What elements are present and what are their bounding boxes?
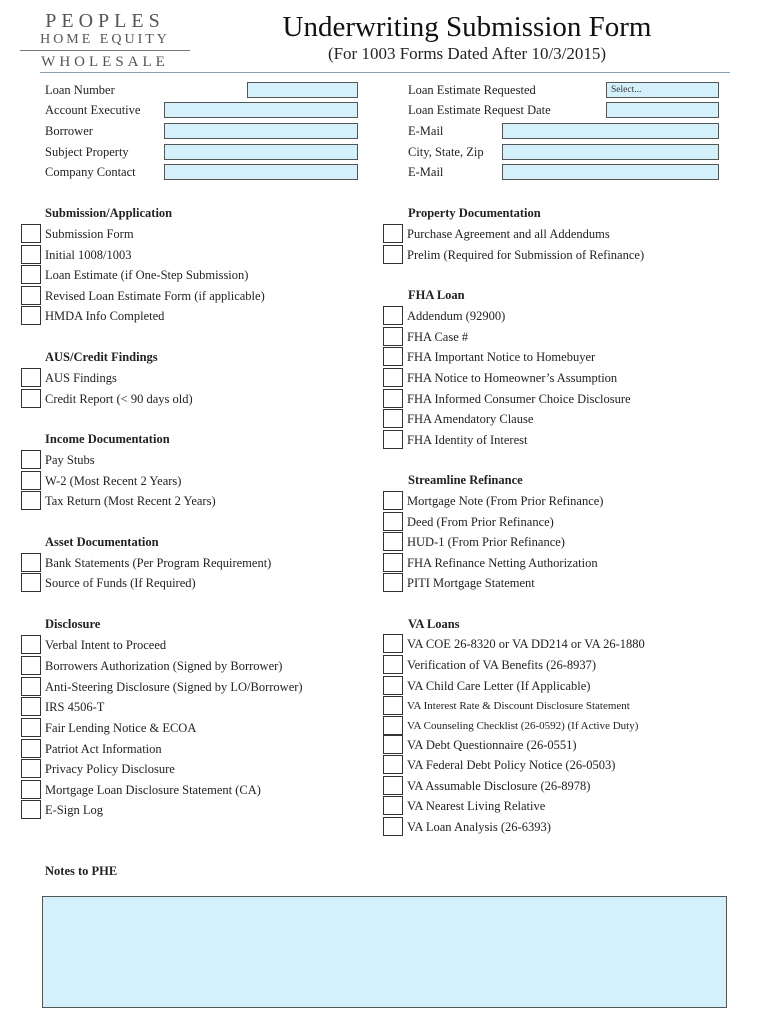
checklist-item-label: Pay Stubs	[45, 453, 95, 467]
form-title: Underwriting Submission Form	[282, 11, 652, 43]
checklist-item-label: Mortgage Note (From Prior Refinance)	[407, 494, 604, 508]
checkbox[interactable]	[21, 677, 41, 696]
checkbox[interactable]	[383, 368, 403, 387]
company-contact-label: Company Contact	[45, 165, 136, 179]
checklist-item-label: Borrowers Authorization (Signed by Borrower)	[45, 659, 283, 673]
contact-email-input[interactable]	[502, 164, 719, 180]
checkbox[interactable]	[383, 755, 403, 774]
loan-estimate-requested-select[interactable]: Select...	[606, 82, 719, 98]
checkbox[interactable]	[383, 532, 403, 551]
company-logo	[20, 10, 190, 71]
checklist-item-label: Initial 1008/1003	[45, 248, 132, 262]
notes-textarea[interactable]	[42, 896, 727, 1008]
checkbox[interactable]	[383, 245, 403, 264]
checklist-item-label: Deed (From Prior Refinance)	[407, 515, 554, 529]
checklist-item-label: Tax Return (Most Recent 2 Years)	[45, 494, 216, 508]
checklist-item-label: Source of Funds (If Required)	[45, 576, 196, 590]
logo-divider	[20, 50, 190, 51]
checkbox[interactable]	[383, 224, 403, 243]
checkbox[interactable]	[383, 796, 403, 815]
aus-section-header: AUS/Credit Findings	[45, 350, 158, 364]
loan-estimate-request-date-input[interactable]	[606, 102, 719, 118]
contact-email-label: E-Mail	[408, 165, 444, 179]
disclosure-section-header: Disclosure	[45, 617, 101, 631]
checkbox[interactable]	[21, 553, 41, 572]
checkbox[interactable]	[21, 780, 41, 799]
logo-line-2: HOME EQUITY	[40, 32, 170, 47]
checkbox[interactable]	[383, 327, 403, 346]
checkbox[interactable]	[21, 656, 41, 675]
checklist-item-label: FHA Informed Consumer Choice Disclosure	[407, 392, 631, 406]
checklist-item-label: Credit Report (< 90 days old)	[45, 392, 193, 406]
checkbox[interactable]	[21, 759, 41, 778]
email-label: E-Mail	[408, 124, 444, 138]
checkbox[interactable]	[383, 409, 403, 428]
checkbox[interactable]	[21, 286, 41, 305]
checklist-item-label: Addendum (92900)	[407, 309, 506, 323]
income-section-header: Income Documentation	[45, 432, 170, 446]
streamline-section-header: Streamline Refinance	[408, 473, 523, 487]
checkbox[interactable]	[383, 735, 403, 754]
checkbox[interactable]	[21, 265, 41, 284]
checklist-item-label: FHA Important Notice to Homebuyer	[407, 350, 596, 364]
checkbox[interactable]	[383, 573, 403, 592]
city-state-zip-label: City, State, Zip	[408, 145, 484, 159]
checklist-item-label: Privacy Policy Disclosure	[45, 762, 175, 776]
checklist-item-label: PITI Mortgage Statement	[407, 576, 535, 590]
notes-label: Notes to PHE	[45, 864, 118, 878]
checkbox[interactable]	[21, 635, 41, 654]
checklist-item-label: Patriot Act Information	[45, 742, 162, 756]
email-input[interactable]	[502, 123, 719, 139]
checklist-item-label: HMDA Info Completed	[45, 309, 165, 323]
checkbox[interactable]	[21, 368, 41, 387]
checkbox[interactable]	[21, 718, 41, 737]
checkbox[interactable]	[383, 491, 403, 510]
loan-estimate-requested-label: Loan Estimate Requested	[408, 83, 536, 97]
checkbox[interactable]	[21, 450, 41, 469]
checkbox[interactable]	[383, 389, 403, 408]
borrower-label: Borrower	[45, 124, 93, 138]
checklist-item-label: W-2 (Most Recent 2 Years)	[45, 474, 182, 488]
checklist-item-label: VA Nearest Living Relative	[407, 799, 546, 813]
checkbox[interactable]	[383, 676, 403, 695]
asset-section-header: Asset Documentation	[45, 535, 159, 549]
checklist-item-label: HUD-1 (From Prior Refinance)	[407, 535, 565, 549]
checkbox[interactable]	[383, 430, 403, 449]
checklist-item-label: Anti-Steering Disclosure (Signed by LO/Borrower)	[45, 680, 303, 694]
checklist-item-label: VA COE 26-8320 or VA DD214 or VA 26-1880	[407, 637, 645, 651]
city-state-zip-input[interactable]	[502, 144, 719, 160]
submission-section-header: Submission/Application	[45, 206, 173, 220]
checklist-item-label: VA Federal Debt Policy Notice (26-0503)	[407, 758, 616, 772]
checkbox[interactable]	[21, 306, 41, 325]
checkbox[interactable]	[383, 716, 403, 735]
checklist-item-label: VA Child Care Letter (If Applicable)	[407, 679, 591, 693]
checkbox[interactable]	[21, 245, 41, 264]
checklist-item-label: Loan Estimate (if One-Step Submission)	[45, 268, 249, 282]
checklist-item-label: Verification of VA Benefits (26-8937)	[407, 658, 597, 672]
header-divider	[40, 72, 730, 73]
checkbox[interactable]	[21, 389, 41, 408]
checklist-item-label: Revised Loan Estimate Form (if applicable)	[45, 289, 265, 303]
checklist-item-label: FHA Case #	[407, 330, 469, 344]
checklist-item-label: E-Sign Log	[45, 803, 103, 817]
form-header	[262, 10, 672, 64]
checkbox[interactable]	[383, 347, 403, 366]
checkbox[interactable]	[21, 573, 41, 592]
checkbox[interactable]	[383, 776, 403, 795]
checklist-item-label: VA Loan Analysis (26-6393)	[407, 820, 551, 834]
account-executive-label: Account Executive	[45, 103, 141, 117]
subject-property-input[interactable]	[164, 144, 358, 160]
checkbox[interactable]	[383, 553, 403, 572]
checkbox[interactable]	[383, 634, 403, 653]
checkbox[interactable]	[383, 655, 403, 674]
checklist-item-label: IRS 4506-T	[45, 700, 105, 714]
checkbox[interactable]	[21, 697, 41, 716]
checkbox[interactable]	[383, 512, 403, 531]
company-contact-input[interactable]	[164, 164, 358, 180]
property-section-header: Property Documentation	[408, 206, 541, 220]
logo-line-3: WHOLESALE	[41, 54, 169, 70]
checklist-item-label: VA Interest Rate & Discount Disclosure Statement	[407, 700, 630, 712]
checklist-item-label: Submission Form	[45, 227, 134, 241]
checkbox[interactable]	[383, 306, 403, 325]
form-subtitle: (For 1003 Forms Dated After 10/3/2015)	[327, 44, 607, 63]
borrower-input[interactable]	[164, 123, 358, 139]
checklist-item-label: AUS Findings	[45, 371, 117, 385]
checkbox[interactable]	[21, 739, 41, 758]
checkbox[interactable]	[21, 491, 41, 510]
checkbox[interactable]	[21, 224, 41, 243]
account-executive-input[interactable]	[164, 102, 358, 118]
checklist-item-label: FHA Refinance Netting Authorization	[407, 556, 598, 570]
checklist-item-label: Fair Lending Notice & ECOA	[45, 721, 197, 735]
fha-section-header: FHA Loan	[408, 288, 465, 302]
checkbox[interactable]	[21, 471, 41, 490]
checkbox[interactable]	[383, 696, 403, 715]
checklist-item-label: FHA Notice to Homeowner’s Assumption	[407, 371, 618, 385]
checklist-item-label: Bank Statements (Per Program Requirement)	[45, 556, 272, 570]
loan-number-label: Loan Number	[45, 83, 115, 97]
subject-property-label: Subject Property	[45, 145, 129, 159]
checklist-item-label: Verbal Intent to Proceed	[45, 638, 167, 652]
checkbox[interactable]	[383, 817, 403, 836]
checklist-item-label: VA Assumable Disclosure (26-8978)	[407, 779, 591, 793]
checklist-item-label: VA Debt Questionnaire (26-0551)	[407, 738, 577, 752]
va-section-header: VA Loans	[408, 617, 460, 631]
checklist-item-label: FHA Amendatory Clause	[407, 412, 534, 426]
logo-line-1: PEOPLES	[45, 10, 165, 32]
checklist-item-label: Purchase Agreement and all Addendums	[407, 227, 610, 241]
loan-number-input[interactable]	[247, 82, 358, 98]
checkbox[interactable]	[21, 800, 41, 819]
checklist-item-label: Mortgage Loan Disclosure Statement (CA)	[45, 783, 261, 797]
checklist-item-label: FHA Identity of Interest	[407, 433, 528, 447]
checklist-item-label: VA Counseling Checklist (26-0592) (If Active Duty)	[407, 720, 639, 732]
loan-estimate-request-date-label: Loan Estimate Request Date	[408, 103, 551, 117]
checklist-item-label: Prelim (Required for Submission of Refinance)	[407, 248, 645, 262]
